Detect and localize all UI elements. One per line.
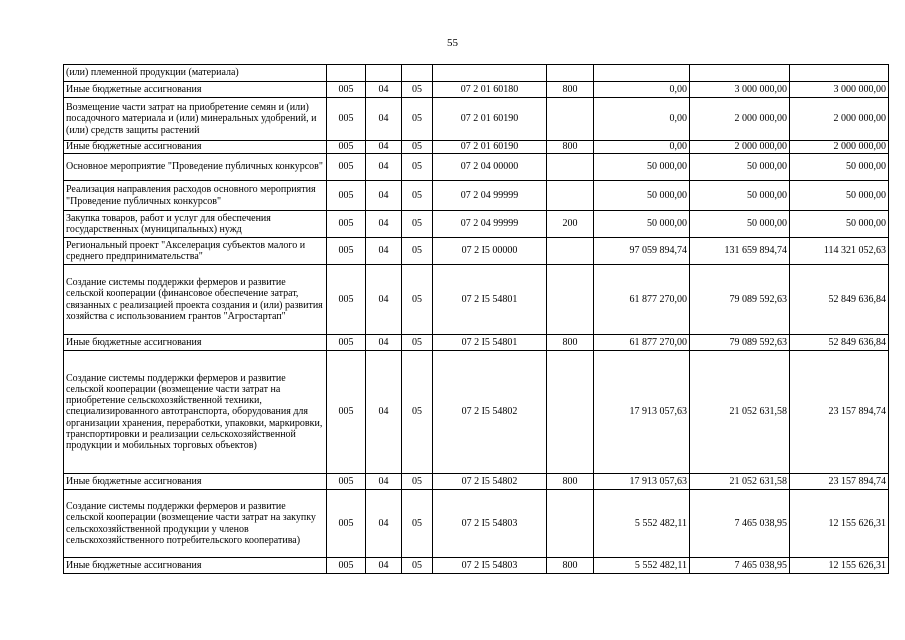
- subsection-code: 05: [402, 82, 433, 98]
- amount-year-2: 50 000,00: [690, 154, 790, 181]
- amount-year-1: 50 000,00: [594, 181, 690, 211]
- expense-type-code: [547, 98, 594, 141]
- section-code: 04: [366, 558, 402, 574]
- target-article-code: 07 2 04 00000: [433, 154, 547, 181]
- subsection-code: 05: [402, 98, 433, 141]
- table-row: [64, 558, 889, 574]
- row-name: (или) племенной продукции (материала): [64, 65, 327, 82]
- amount-year-1: 61 877 270,00: [594, 265, 690, 335]
- expense-type-code: [547, 65, 594, 82]
- target-article-code: 07 2 I5 54802: [433, 474, 547, 490]
- section-code: [366, 65, 402, 82]
- amount-year-2: 7 465 038,95: [690, 490, 790, 558]
- amount-year-2: 79 089 592,63: [690, 335, 790, 351]
- target-article-code: 07 2 I5 54801: [433, 265, 547, 335]
- amount-year-1: 0,00: [594, 82, 690, 98]
- target-article-code: 07 2 01 60180: [433, 82, 547, 98]
- expense-type-code: 800: [547, 141, 594, 154]
- amount-year-1: 50 000,00: [594, 154, 690, 181]
- amount-year-2: 7 465 038,95: [690, 558, 790, 574]
- section-code: 04: [366, 490, 402, 558]
- admin-code: [327, 65, 366, 82]
- expense-type-code: [547, 490, 594, 558]
- target-article-code: 07 2 I5 54801: [433, 335, 547, 351]
- amount-year-3: 50 000,00: [790, 211, 889, 238]
- admin-code: 005: [327, 558, 366, 574]
- admin-code: 005: [327, 490, 366, 558]
- admin-code: 005: [327, 181, 366, 211]
- table-row: [64, 141, 889, 154]
- page-number: 55: [447, 37, 458, 49]
- section-code: 04: [366, 238, 402, 265]
- admin-code: 005: [327, 82, 366, 98]
- admin-code: 005: [327, 265, 366, 335]
- target-article-code: 07 2 01 60190: [433, 141, 547, 154]
- amount-year-3: 50 000,00: [790, 154, 889, 181]
- target-article-code: 07 2 04 99999: [433, 181, 547, 211]
- subsection-code: 05: [402, 335, 433, 351]
- amount-year-2: 2 000 000,00: [690, 141, 790, 154]
- row-name: Региональный проект "Акселерация субъектов малого и среднего предпринимательства": [64, 238, 327, 265]
- admin-code: 005: [327, 154, 366, 181]
- row-name: Закупка товаров, работ и услуг для обеспечения государственных (муниципальных) нужд: [64, 211, 327, 238]
- admin-code: 005: [327, 474, 366, 490]
- expense-type-code: 800: [547, 82, 594, 98]
- table-row: [64, 82, 889, 98]
- admin-code: 005: [327, 351, 366, 474]
- target-article-code: 07 2 I5 00000: [433, 238, 547, 265]
- amount-year-2: 3 000 000,00: [690, 82, 790, 98]
- subsection-code: 05: [402, 265, 433, 335]
- row-name: Иные бюджетные ассигнования: [64, 558, 327, 574]
- section-code: 04: [366, 265, 402, 335]
- expense-type-code: 800: [547, 474, 594, 490]
- section-code: 04: [366, 82, 402, 98]
- row-name: Иные бюджетные ассигнования: [64, 141, 327, 154]
- table-row: [64, 490, 889, 558]
- table-row: [64, 65, 889, 82]
- amount-year-3: 12 155 626,31: [790, 558, 889, 574]
- amount-year-1: 0,00: [594, 141, 690, 154]
- amount-year-2: 50 000,00: [690, 181, 790, 211]
- row-name: Иные бюджетные ассигнования: [64, 474, 327, 490]
- amount-year-3: 2 000 000,00: [790, 141, 889, 154]
- subsection-code: 05: [402, 154, 433, 181]
- amount-year-3: 23 157 894,74: [790, 474, 889, 490]
- admin-code: 005: [327, 238, 366, 265]
- row-name: Возмещение части затрат на приобретение семян и (или) посадочного материала и (или) минеральных удобрений, и (или) средств защиты растений: [64, 98, 327, 141]
- row-name: Основное мероприятие "Проведение публичных конкурсов": [64, 154, 327, 181]
- table-row: [64, 211, 889, 238]
- table-row: [64, 335, 889, 351]
- section-code: 04: [366, 98, 402, 141]
- admin-code: 005: [327, 335, 366, 351]
- subsection-code: 05: [402, 490, 433, 558]
- row-name: Создание системы поддержки фермеров и развитие сельской кооперации (возмещение части затрат на приобретение сельскохозяйственной техники, специализированного автотранспорта, оборудования для организации хранения, переработки, упаковки, маркировки, транспортировки и реализации сельскохозяйственной продукции и мобильных торговых объектов): [64, 351, 327, 474]
- amount-year-3: 52 849 636,84: [790, 335, 889, 351]
- amount-year-1: [594, 65, 690, 82]
- expense-type-code: [547, 265, 594, 335]
- section-code: 04: [366, 154, 402, 181]
- table-row: [64, 474, 889, 490]
- amount-year-2: 21 052 631,58: [690, 351, 790, 474]
- subsection-code: 05: [402, 211, 433, 238]
- subsection-code: 05: [402, 238, 433, 265]
- row-name: Иные бюджетные ассигнования: [64, 335, 327, 351]
- target-article-code: 07 2 I5 54803: [433, 558, 547, 574]
- amount-year-3: 23 157 894,74: [790, 351, 889, 474]
- expense-type-code: [547, 181, 594, 211]
- table-row: [64, 181, 889, 211]
- subsection-code: 05: [402, 558, 433, 574]
- admin-code: 005: [327, 141, 366, 154]
- table-row: [64, 265, 889, 335]
- expense-type-code: [547, 154, 594, 181]
- amount-year-3: 2 000 000,00: [790, 98, 889, 141]
- amount-year-3: 114 321 052,63: [790, 238, 889, 265]
- budget-table: [63, 64, 889, 574]
- table-row: [64, 238, 889, 265]
- amount-year-1: 5 552 482,11: [594, 490, 690, 558]
- amount-year-1: 17 913 057,63: [594, 474, 690, 490]
- amount-year-3: [790, 65, 889, 82]
- section-code: 04: [366, 335, 402, 351]
- subsection-code: 05: [402, 141, 433, 154]
- admin-code: 005: [327, 98, 366, 141]
- amount-year-1: 17 913 057,63: [594, 351, 690, 474]
- amount-year-1: 50 000,00: [594, 211, 690, 238]
- section-code: 04: [366, 141, 402, 154]
- amount-year-2: 131 659 894,74: [690, 238, 790, 265]
- amount-year-3: 12 155 626,31: [790, 490, 889, 558]
- target-article-code: [433, 65, 547, 82]
- expense-type-code: 800: [547, 335, 594, 351]
- amount-year-1: 61 877 270,00: [594, 335, 690, 351]
- table-row: [64, 98, 889, 141]
- amount-year-2: 21 052 631,58: [690, 474, 790, 490]
- section-code: 04: [366, 474, 402, 490]
- table-row: [64, 351, 889, 474]
- subsection-code: 05: [402, 474, 433, 490]
- admin-code: 005: [327, 211, 366, 238]
- target-article-code: 07 2 01 60190: [433, 98, 547, 141]
- amount-year-2: 2 000 000,00: [690, 98, 790, 141]
- amount-year-3: 50 000,00: [790, 181, 889, 211]
- amount-year-3: 52 849 636,84: [790, 265, 889, 335]
- target-article-code: 07 2 04 99999: [433, 211, 547, 238]
- row-name: Создание системы поддержки фермеров и развитие сельской кооперации (возмещение части затрат на закупку сельскохозяйственной продукции у членов сельскохозяйственного потребительского кооператива): [64, 490, 327, 558]
- amount-year-1: 97 059 894,74: [594, 238, 690, 265]
- row-name: Иные бюджетные ассигнования: [64, 82, 327, 98]
- row-name: Создание системы поддержки фермеров и развитие сельской кооперации (финансовое обеспечение затрат, связанных с реализацией проекта создания и (или) развития хозяйства с использованием грантов "Агростартап": [64, 265, 327, 335]
- row-name: Реализация направления расходов основного мероприятия "Проведение публичных конкурсов": [64, 181, 327, 211]
- section-code: 04: [366, 181, 402, 211]
- expense-type-code: 800: [547, 558, 594, 574]
- target-article-code: 07 2 I5 54802: [433, 351, 547, 474]
- table-row: [64, 154, 889, 181]
- amount-year-1: 5 552 482,11: [594, 558, 690, 574]
- subsection-code: [402, 65, 433, 82]
- expense-type-code: [547, 351, 594, 474]
- target-article-code: 07 2 I5 54803: [433, 490, 547, 558]
- section-code: 04: [366, 211, 402, 238]
- amount-year-2: 79 089 592,63: [690, 265, 790, 335]
- amount-year-1: 0,00: [594, 98, 690, 141]
- subsection-code: 05: [402, 351, 433, 474]
- subsection-code: 05: [402, 181, 433, 211]
- expense-type-code: 200: [547, 211, 594, 238]
- amount-year-3: 3 000 000,00: [790, 82, 889, 98]
- amount-year-2: [690, 65, 790, 82]
- expense-type-code: [547, 238, 594, 265]
- section-code: 04: [366, 351, 402, 474]
- amount-year-2: 50 000,00: [690, 211, 790, 238]
